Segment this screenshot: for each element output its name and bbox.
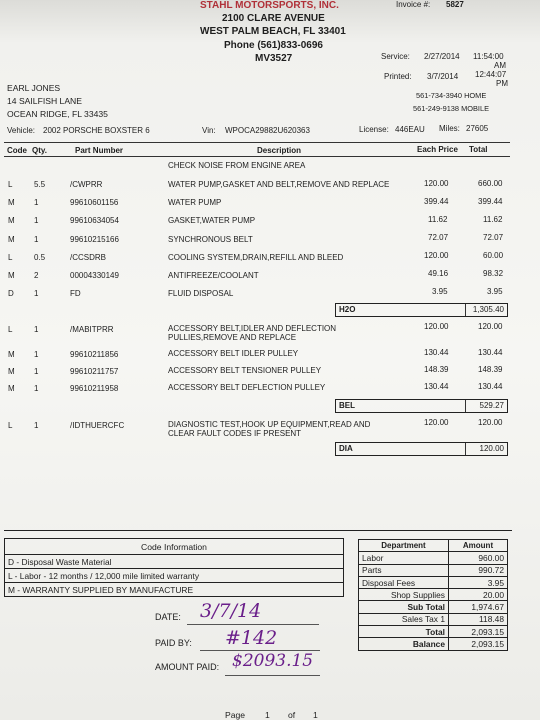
line-code: M [8,235,15,244]
line-code: L [8,180,13,189]
subtotal-box [335,399,508,413]
phone-mobile: 561-249-9138 MOBILE [413,104,490,113]
line-desc-continued: PULLIES,REMOVE AND REPLACE [168,333,297,342]
line-code: M [8,216,15,225]
header-rule-bottom [4,156,510,157]
line-desc: ACCESSORY BELT DEFLECTION PULLEY [168,383,326,392]
miles-label: Miles: [439,124,460,133]
department-amount: 2,093.15 [449,638,508,650]
date-underline [187,624,319,625]
line-code: L [8,325,13,334]
page-of-label: of [288,710,296,720]
department-label: Shop Supplies [359,589,449,601]
line-qty: 1 [34,367,39,376]
line-each: 72.07 [428,233,449,242]
line-each: 11.62 [428,215,448,224]
subtotal-amount: 529.27 [479,401,504,410]
miles-value: 27605 [466,124,489,133]
table-row [359,626,508,638]
line-desc: ANTIFREEZE/COOLANT [168,271,259,280]
line-part: /IDTHUERCFC [70,421,125,430]
line-each: 148.39 [424,365,449,374]
line-total: 11.62 [483,215,503,224]
col-qty: Qty. [32,146,47,155]
line-qty: 1 [34,216,39,225]
line-code: D [8,289,14,298]
line-code: M [8,271,15,280]
line-total: 660.00 [478,179,503,188]
line-part: 99610211856 [70,350,119,359]
department-amount: 960.00 [449,552,508,564]
vin-value: WPOCA29882U620363 [225,126,310,135]
table-row [359,552,508,564]
line-desc: ACCESSORY BELT,IDLER AND DEFLECTION [168,324,337,333]
paid-by-handwritten: #142 [225,627,278,649]
line-part: 99610215166 [70,235,119,244]
printed-time: 12:44:07 [475,70,507,79]
line-desc: ACCESSORY BELT IDLER PULLEY [168,349,299,358]
department-amount: 3.95 [449,576,508,588]
line-each: 49.16 [428,269,449,278]
line-code: M [8,367,15,376]
page-total: 1 [313,710,318,720]
company-phone: Phone (561)833-0696 [224,40,323,51]
line-desc: SYNCHRONOUS BELT [168,235,253,244]
table-row [359,589,508,601]
customer-street: 14 SAILFISH LANE [7,96,82,106]
paid-by-label: PAID BY: [155,638,192,648]
table-row [359,564,508,576]
line-desc: WATER PUMP,GASKET AND BELT,REMOVE AND REPLACE [168,180,390,189]
col-code: Code [7,146,27,155]
job-title: CHECK NOISE FROM ENGINE AREA [168,161,306,170]
subtotal-divider [465,443,466,455]
license-value: 446EAU [395,125,425,134]
subtotal-code: DIA [339,444,353,453]
department-amount: 118.48 [449,613,508,625]
subtotal-divider [465,304,466,316]
amount-paid-underline [225,675,320,676]
department-label: Balance [359,638,449,650]
line-code: L [8,421,13,430]
line-code: M [8,384,15,393]
department-header: Department [359,540,449,552]
department-label: Parts [359,564,449,576]
line-total: 120.00 [478,322,503,331]
printed-ampm: PM [496,79,508,88]
line-each: 130.44 [424,382,449,391]
line-qty: 0.5 [34,253,46,262]
company-city: WEST PALM BEACH, FL 33401 [200,26,346,37]
subtotal-amount: 1,305.40 [472,305,504,314]
subtotal-divider [465,400,466,412]
code-information-row: M - WARRANTY SUPPLIED BY MANUFACTURE [5,583,344,597]
service-ampm: AM [494,61,506,70]
line-each: 120.00 [424,418,449,427]
service-label: Service: [381,52,410,61]
line-each: 399.44 [424,197,449,206]
code-information-table [4,538,344,597]
company-mv: MV3527 [255,53,293,64]
vehicle-label: Vehicle: [7,126,36,135]
line-code: M [8,350,15,359]
table-row [359,638,508,650]
col-total: Total [469,145,488,154]
col-each: Each Price [417,145,458,154]
line-each: 120.00 [424,322,449,331]
printed-label: Printed: [384,72,412,81]
department-amount: 20.00 [449,589,508,601]
header-rule-top [4,142,510,143]
line-part: /CWPRR [70,180,103,189]
line-qty: 1 [34,350,39,359]
line-qty: 1 [34,325,39,334]
line-qty: 1 [34,384,39,393]
line-qty: 5.5 [34,180,46,189]
department-label: Sales Tax 1 [359,613,449,625]
department-label: Disposal Fees [359,576,449,588]
line-part: 99610211757 [70,367,119,376]
col-desc: Description [257,146,302,155]
service-time: 11:54:00 [473,52,504,61]
table-row [359,613,508,625]
line-total: 98.32 [483,269,504,278]
line-desc: GASKET,WATER PUMP [168,216,256,225]
table-row [359,601,508,613]
line-qty: 1 [34,235,39,244]
line-desc: DIAGNOSTIC TEST,HOOK UP EQUIPMENT,READ AND [168,420,371,429]
subtotal-code: H2O [339,305,356,314]
department-label: Labor [359,552,449,564]
department-totals-table [358,539,508,651]
line-total: 130.44 [478,348,503,357]
summary-rule [4,530,512,531]
customer-name: EARL JONES [7,83,61,93]
line-total: 60.00 [483,251,504,260]
department-amount: 1,974.67 [449,601,508,613]
line-desc: FLUID DISPOSAL [168,289,234,298]
line-each: 120.00 [424,251,449,260]
line-qty: 1 [34,421,39,430]
line-part: /MABITPRR [70,325,114,334]
line-total: 120.00 [478,418,503,427]
line-part: 00004330149 [70,271,119,280]
invoice-number-label: Invoice #: [396,0,431,9]
page-label: Page [225,710,246,720]
department-label: Total [359,626,449,638]
subtotal-amount: 120.00 [479,444,504,453]
license-label: License: [359,125,389,134]
code-information-title: Code Information [5,539,344,555]
vin-label: Vin: [202,126,216,135]
department-amount: 990.72 [449,564,508,576]
line-total: 399.44 [478,197,503,206]
line-part: 99610211958 [70,384,119,393]
customer-city: OCEAN RIDGE, FL 33435 [7,109,108,119]
line-each: 130.44 [424,348,449,357]
line-qty: 1 [34,198,39,207]
line-each: 120.00 [424,179,449,188]
line-code: L [8,253,13,262]
department-label: Sub Total [359,601,449,613]
subtotal-box [335,442,508,456]
line-total: 130.44 [478,382,503,391]
col-part: Part Number [75,146,124,155]
line-desc: COOLING SYSTEM,DRAIN,REFILL AND BLEED [168,253,344,262]
company-name: STAHL MOTORSPORTS, INC. [200,0,339,11]
line-code: M [8,198,15,207]
line-part: /CCSDRB [70,253,107,262]
amount-paid-label: AMOUNT PAID: [155,662,220,672]
date-label: DATE: [155,612,181,622]
date-handwritten: 3/7/14 [200,600,262,622]
company-street: 2100 CLARE AVENUE [222,13,325,24]
subtotal-code: BEL [339,401,355,410]
invoice-number: 5827 [446,0,464,9]
department-amount: 2,093.15 [449,626,508,638]
line-qty: 1 [34,289,39,298]
page-number: 1 [265,710,270,720]
code-information-row: D - Disposal Waste Material [5,555,344,569]
line-total: 3.95 [487,287,503,296]
line-desc: ACCESSORY BELT TENSIONER PULLEY [168,366,322,375]
amount-header: Amount [449,540,508,552]
line-total: 72.07 [483,233,504,242]
vehicle-value: 2002 PORSCHE BOXSTER 6 [43,126,150,135]
line-each: 3.95 [432,287,448,296]
subtotal-box [335,303,508,317]
amount-paid-handwritten: $2093.15 [232,651,314,671]
phone-home: 561-734-3940 HOME [416,91,487,100]
line-part: 99610634054 [70,216,119,225]
line-desc-continued: CLEAR FAULT CODES IF PRESENT [168,429,302,438]
printed-date: 3/7/2014 [427,72,459,81]
code-information-row: L - Labor - 12 months / 12,000 mile limited warranty [5,569,344,583]
line-desc: WATER PUMP [168,198,222,207]
line-part: FD [70,289,81,298]
service-date: 2/27/2014 [424,52,460,61]
table-row [359,576,508,588]
line-total: 148.39 [478,365,503,374]
line-qty: 2 [34,271,39,280]
line-part: 99610601156 [70,198,119,207]
